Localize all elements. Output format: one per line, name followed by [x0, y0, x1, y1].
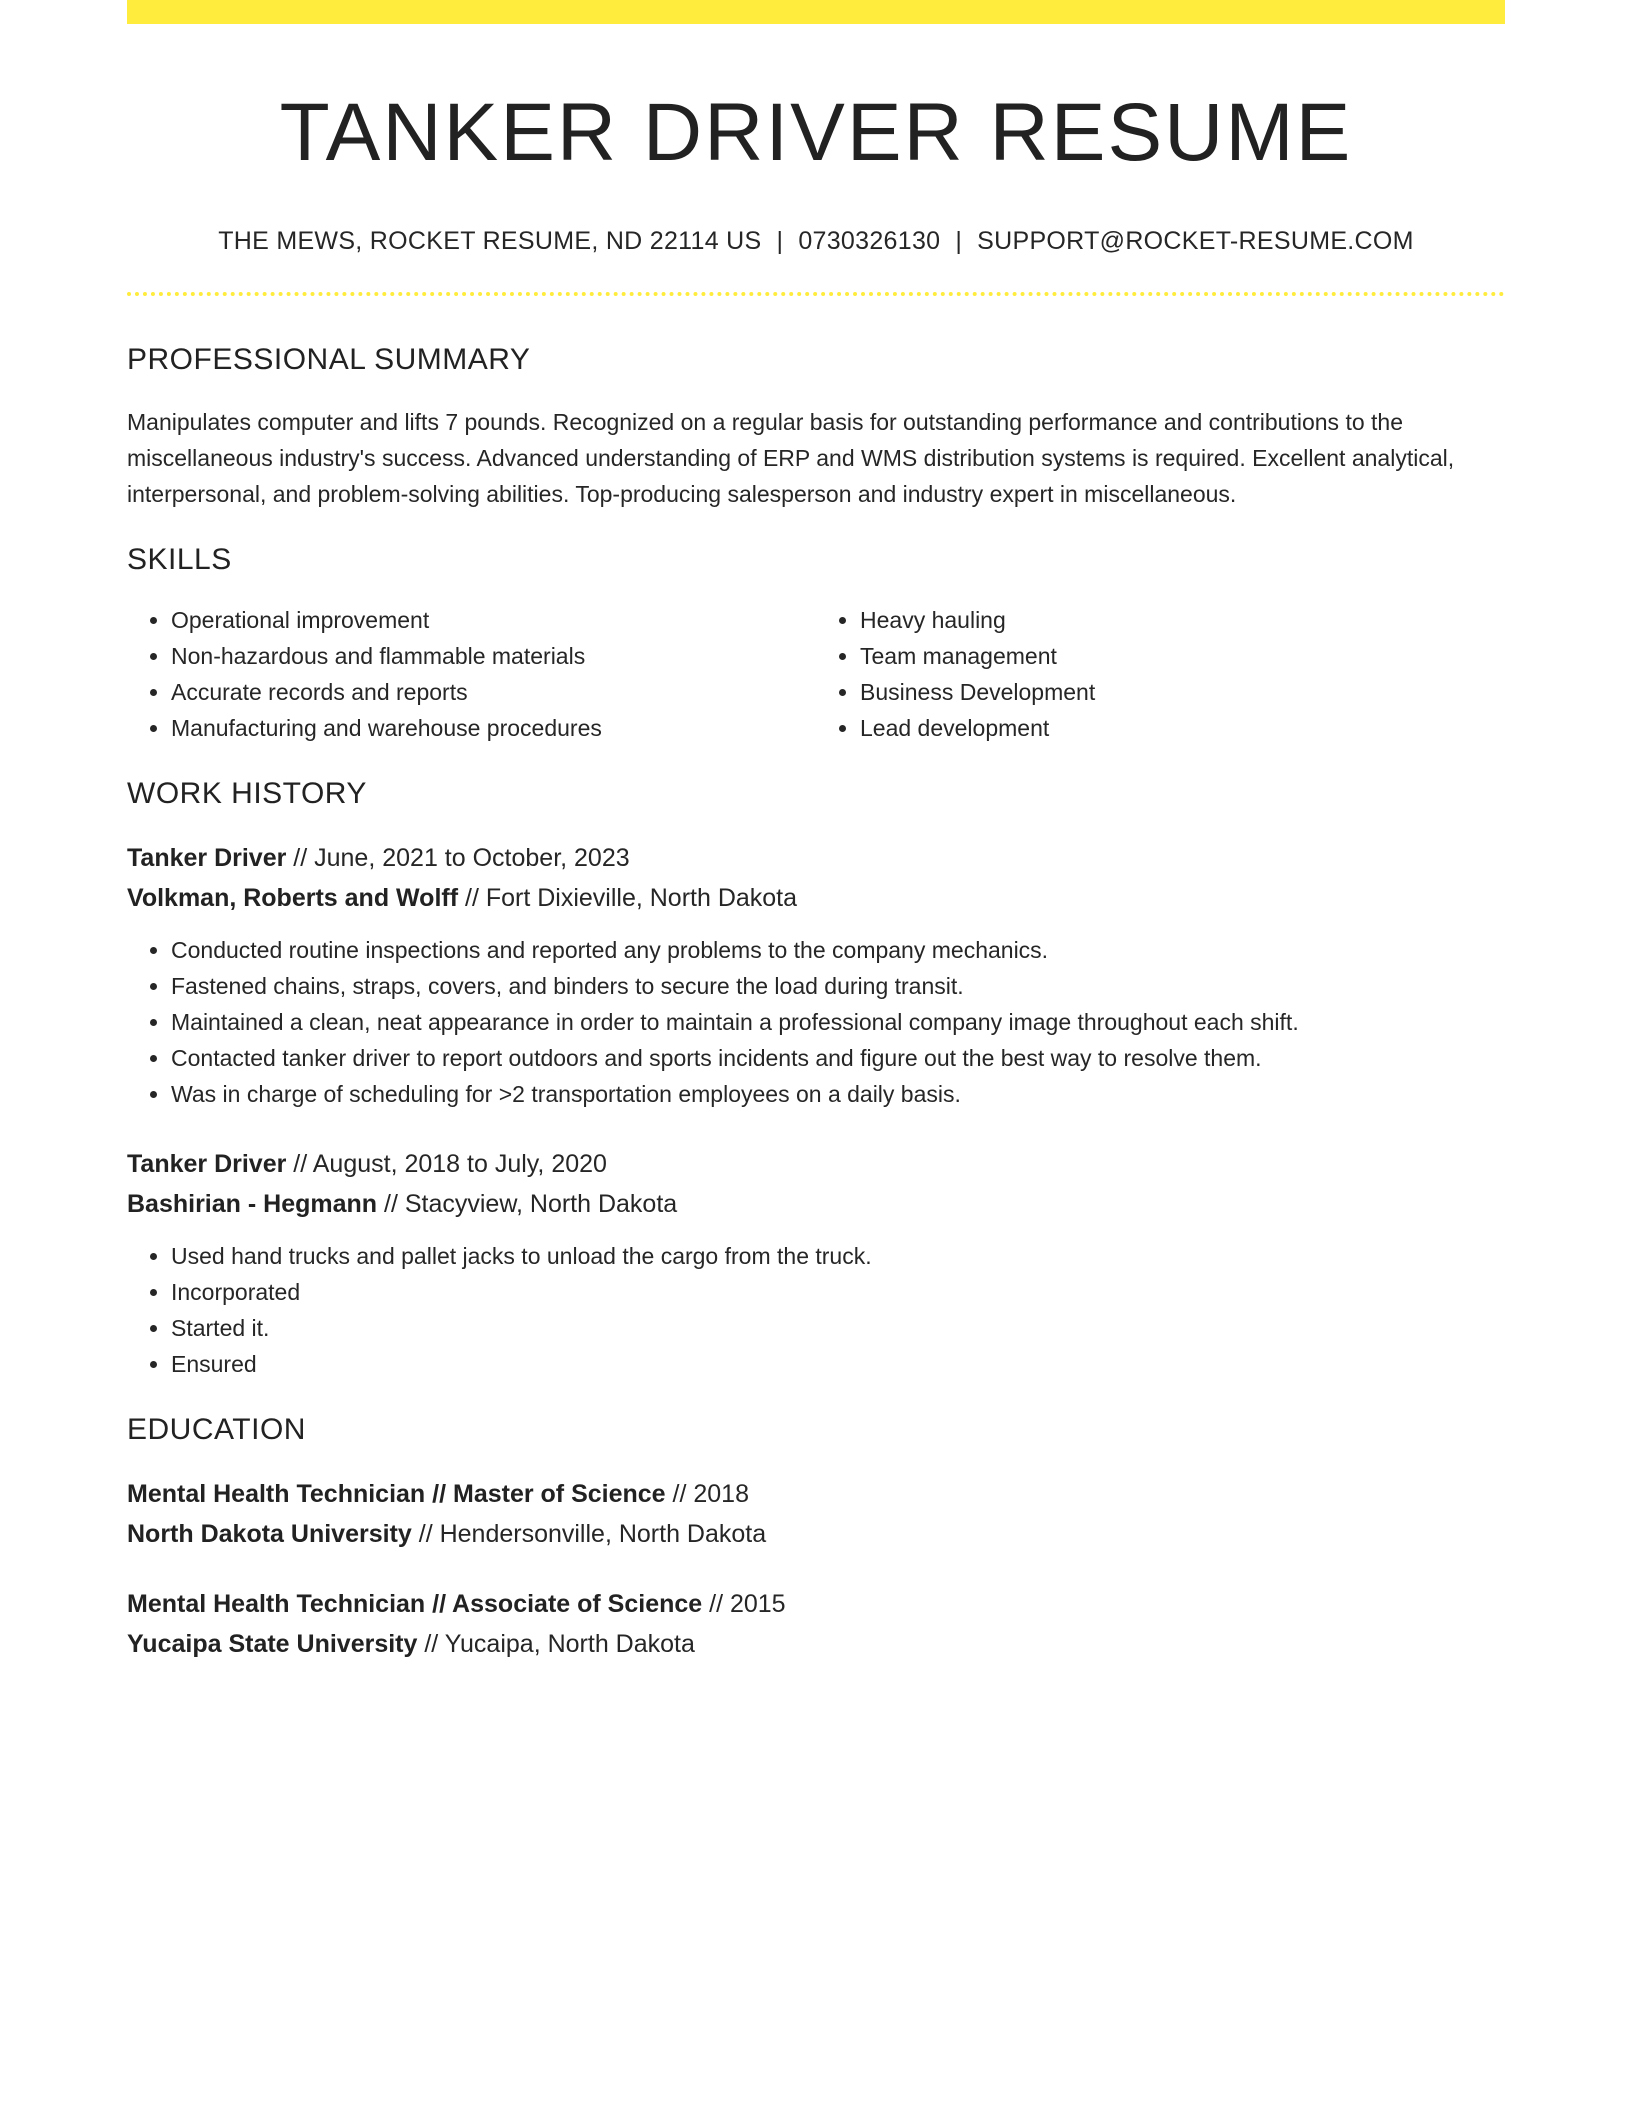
- job-bullet: • Maintained a clean, neat appearance in order to maintain a professional company image throughout each shift.: [171, 1004, 1505, 1040]
- education-school: Yucaipa State University: [127, 1630, 418, 1659]
- job-company: Bashirian - Hegmann: [127, 1190, 378, 1219]
- education-degree: Mental Health Technician // Associate of Science: [127, 1590, 703, 1619]
- skills-columns: [127, 602, 1505, 746]
- education-school-line: [127, 1514, 1505, 1554]
- skill-item: • Team management: [860, 638, 1505, 674]
- job-bullet: • Conducted routine inspections and reported any problems to the company mechanics.: [171, 932, 1505, 968]
- job-entry: [127, 838, 1505, 1112]
- job-bullet: • Used hand trucks and pallet jacks to unload the cargo from the truck.: [171, 1238, 1505, 1274]
- skill-item: • Operational improvement: [171, 602, 816, 638]
- job-bullet: • Was in charge of scheduling for >2 transportation employees on a daily basis.: [171, 1076, 1505, 1112]
- job-company-line: [127, 878, 1505, 918]
- resume-page: [127, 0, 1505, 1664]
- education-degree: Mental Health Technician // Master of Science: [127, 1480, 666, 1509]
- education-school: North Dakota University: [127, 1520, 412, 1549]
- job-title-line: [127, 838, 1505, 878]
- job-dates: // August, 2018 to July, 2020: [286, 1150, 607, 1179]
- skills-list-right: [816, 602, 1505, 746]
- education-entry: [127, 1584, 1505, 1664]
- job-company-line: [127, 1184, 1505, 1224]
- education-location: // Hendersonville, North Dakota: [411, 1520, 767, 1549]
- skill-item: • Business Development: [860, 674, 1505, 710]
- contact-phone: 0730326130: [798, 227, 941, 256]
- job-bullet: • Fastened chains, straps, covers, and binders to secure the load during transit.: [171, 968, 1505, 1004]
- job-bullet: • Contacted tanker driver to report outdoors and sports incidents and figure out the best way to resolve them.: [171, 1040, 1505, 1076]
- summary-text: Manipulates computer and lifts 7 pounds. Recognized on a regular basis for outstanding performance and contributions to the miscellaneous industry's success. Advanced understanding of ERP and WMS distribution systems is required. Excellent analytical, interpersonal, and problem-solving abilities. Top-producing salesperson and industry expert in miscellaneous.: [127, 409, 1455, 508]
- skills-list-left: [127, 602, 816, 746]
- dotted-divider: [127, 292, 1505, 296]
- education-degree-line: [127, 1584, 1505, 1624]
- skill-item: • Heavy hauling: [860, 602, 1505, 638]
- job-dates: // June, 2021 to October, 2023: [286, 844, 630, 873]
- skill-item: • Lead development: [860, 710, 1505, 746]
- skill-item: • Manufacturing and warehouse procedures: [171, 710, 816, 746]
- summary-heading: PROFESSIONAL SUMMARY: [127, 343, 531, 377]
- job-title: Tanker Driver: [127, 844, 287, 873]
- skill-item: • Non-hazardous and flammable materials: [171, 638, 816, 674]
- education-location: // Yucaipa, North Dakota: [417, 1630, 695, 1659]
- education-degree-line: [127, 1474, 1505, 1514]
- contact-separator: |: [776, 227, 784, 256]
- job-title-line: [127, 1144, 1505, 1184]
- job-bullet: • Started it.: [171, 1310, 1505, 1346]
- resume-title: TANKER DRIVER RESUME: [279, 87, 1353, 178]
- job-title: Tanker Driver: [127, 1150, 287, 1179]
- job-bullets: [127, 932, 1505, 1112]
- skill-item: • Accurate records and reports: [171, 674, 816, 710]
- job-location: // Fort Dixieville, North Dakota: [458, 884, 798, 913]
- job-entry: [127, 1144, 1505, 1382]
- job-bullet: • Ensured: [171, 1346, 1505, 1382]
- skills-heading: SKILLS: [127, 543, 232, 577]
- job-location: // Stacyview, North Dakota: [377, 1190, 678, 1219]
- contact-email: SUPPORT@ROCKET-RESUME.COM: [977, 227, 1414, 256]
- job-company: Volkman, Roberts and Wolff: [127, 884, 459, 913]
- education-year: // 2018: [665, 1480, 749, 1509]
- education-year: // 2015: [702, 1590, 786, 1619]
- work-heading: WORK HISTORY: [127, 777, 367, 811]
- contact-separator: |: [955, 227, 963, 256]
- education-entry: [127, 1474, 1505, 1554]
- education-heading: EDUCATION: [127, 1413, 306, 1447]
- education-school-line: [127, 1624, 1505, 1664]
- job-bullets: [127, 1238, 1505, 1382]
- job-bullet: • Incorporated: [171, 1274, 1505, 1310]
- contact-line: [127, 226, 1505, 256]
- contact-address: THE MEWS, ROCKET RESUME, ND 22114 US: [218, 227, 762, 256]
- top-accent-bar: [127, 0, 1505, 24]
